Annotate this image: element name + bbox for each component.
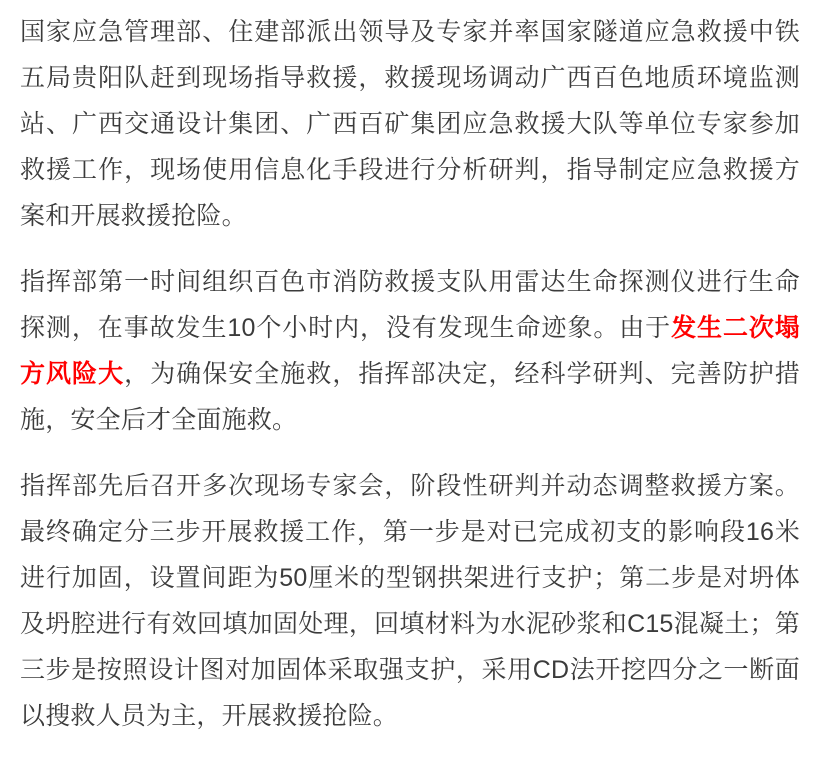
highlighted-text-collapse-risk: 发生二次塌方风险大 bbox=[20, 314, 800, 388]
paragraph-life-detection bbox=[20, 259, 800, 443]
text-segment: 指挥部第一时间组织百色市消防救援支队用雷达生命探测仪进行生命探测，在事故发生10个小时内，没有发现生命迹象。由于 bbox=[20, 268, 800, 342]
text-segment: ，为确保安全施救，指挥部决定，经科学研判、完善防护措施，安全后才全面施救。 bbox=[20, 360, 800, 434]
paragraph-rescue-forces bbox=[20, 9, 800, 239]
paragraph-rescue-plan bbox=[20, 463, 800, 739]
text-segment: 指挥部先后召开多次现场专家会，阶段性研判并动态调整救援方案。最终确定分三步开展救援工作，第一步是对已完成初支的影响段16米进行加固，设置间距为50厘米的型钢拱架进行支护；第二步是对坍体及坍腔进行有效回填加固处理，回填材料为水泥砂浆和C15混凝土；第三步是按照设计图对加固体采取强支护，采用CD法开挖四分之一断面以搜救人员为主，开展救援抢险。 bbox=[20, 472, 800, 730]
text-segment: 国家应急管理部、住建部派出领导及专家并率国家隧道应急救援中铁五局贵阳队赶到现场指导救援，救援现场调动广西百色地质环境监测站、广西交通设计集团、广西百矿集团应急救援大队等单位专家参加救援工作，现场使用信息化手段进行分析研判，指导制定应急救援方案和开展救援抢险。 bbox=[20, 18, 800, 230]
